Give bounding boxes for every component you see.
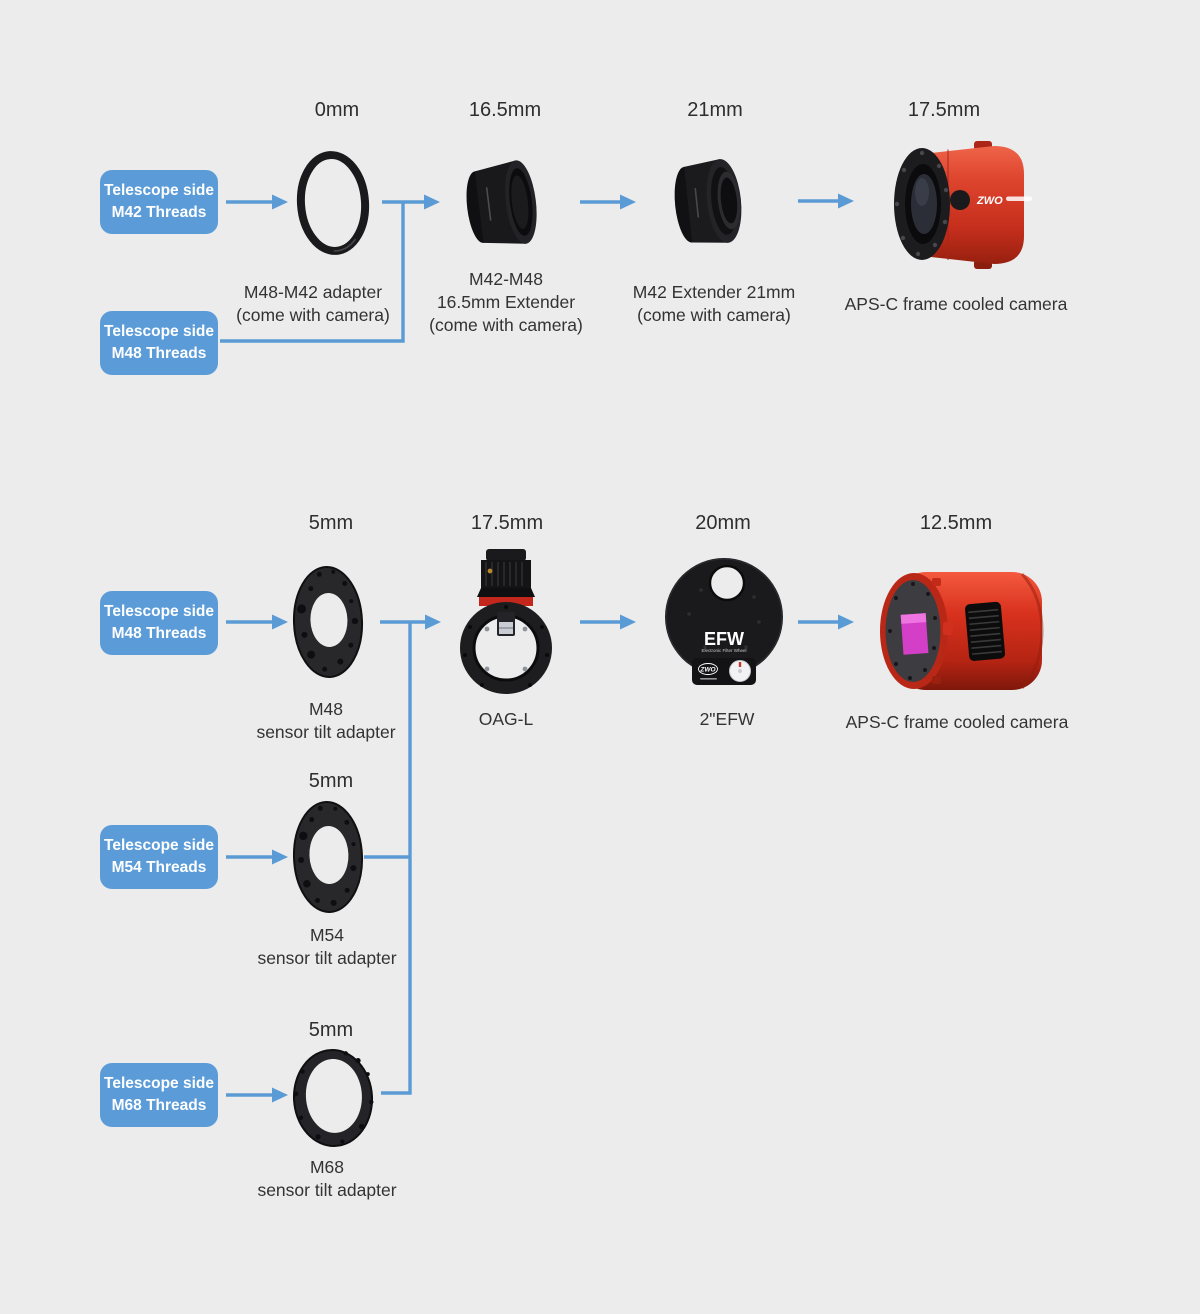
source-box-line2: M48 Threads <box>111 625 207 642</box>
zwo-logo-text: ZWO <box>977 195 1003 207</box>
backfocus-label-5mm-m68: 5mm <box>308 1019 354 1041</box>
caption-apsc-camera-bottom: APS-C frame cooled camera <box>845 712 1069 732</box>
backfocus-label-camera: 12.5mm <box>919 512 993 534</box>
backfocus-label-0mm: 0mm <box>314 99 360 121</box>
caption-m54-tilt-adapter: M54 sensor tilt adapter <box>257 925 397 968</box>
backfocus-label-16-5mm: 16.5mm <box>468 99 542 121</box>
source-box-m48-threads-bottom <box>100 591 218 655</box>
source-box-line2: M68 Threads <box>111 1097 207 1114</box>
caption-m68-tilt-adapter: M68 sensor tilt adapter <box>257 1157 397 1200</box>
caption-apsc-camera-top: APS-C frame cooled camera <box>844 294 1068 314</box>
source-box-line1: Telescope side <box>104 837 214 854</box>
source-box-m42-threads <box>100 170 218 234</box>
m42-m48-extender-illustration <box>455 157 555 252</box>
m48-tilt-adapter-illustration <box>288 562 368 682</box>
source-box-line1: Telescope side <box>104 603 214 620</box>
backfocus-label-17-5mm: 17.5mm <box>907 99 981 121</box>
camera-cooling-vent <box>965 601 1006 661</box>
source-box-m68-threads <box>100 1063 218 1127</box>
caption-16-5mm-extender: M42-M48 16.5mm Extender (come with camera) <box>429 269 583 335</box>
caption-efw: 2"EFW <box>699 709 755 729</box>
efw-wheel-sublabel: Electronic Filter Wheel <box>701 648 747 653</box>
caption-m48-m42-adapter: M48-M42 adapter (come with camera) <box>236 282 390 325</box>
backfocus-label-oag: 17.5mm <box>470 512 544 534</box>
camera-clamp-tab <box>943 622 953 635</box>
apsc-camera-illustration-bottom <box>872 556 1052 696</box>
camera-port <box>950 190 970 210</box>
caption-21mm-extender: M42 Extender 21mm (come with camera) <box>632 282 796 325</box>
m68-tilt-adapter-illustration <box>288 1046 378 1151</box>
caption-m48-tilt-adapter: M48 sensor tilt adapter <box>256 699 396 742</box>
m48-m42-adapter-illustration <box>293 148 373 258</box>
m42-extender-21mm-illustration <box>662 156 767 248</box>
source-box-m54-threads <box>100 825 218 889</box>
source-box-line2: M48 Threads <box>111 345 207 362</box>
efw-wheel-label: EFW <box>704 629 744 649</box>
backfocus-label-21mm: 21mm <box>687 99 743 121</box>
efw-illustration <box>659 552 789 687</box>
source-box-line1: Telescope side <box>104 182 214 199</box>
backfocus-label-5mm-m48: 5mm <box>308 512 354 534</box>
camera-sensor <box>901 613 929 655</box>
oag-thumbscrew <box>488 569 493 574</box>
oag-l-illustration <box>450 545 560 695</box>
m54-tilt-adapter-illustration <box>288 797 368 917</box>
backfocus-label-efw: 20mm <box>695 512 751 534</box>
source-box-line1: Telescope side <box>104 1075 214 1092</box>
zwo-logo-text: ZWO <box>700 666 716 674</box>
caption-oag-l: OAG-L <box>478 709 534 729</box>
source-box-line1: Telescope side <box>104 323 214 340</box>
source-box-line2: M42 Threads <box>111 204 207 221</box>
apsc-camera-illustration-top <box>882 140 1042 270</box>
source-box-line2: M54 Threads <box>111 859 207 876</box>
backfocus-label-5mm-m54: 5mm <box>308 770 354 792</box>
